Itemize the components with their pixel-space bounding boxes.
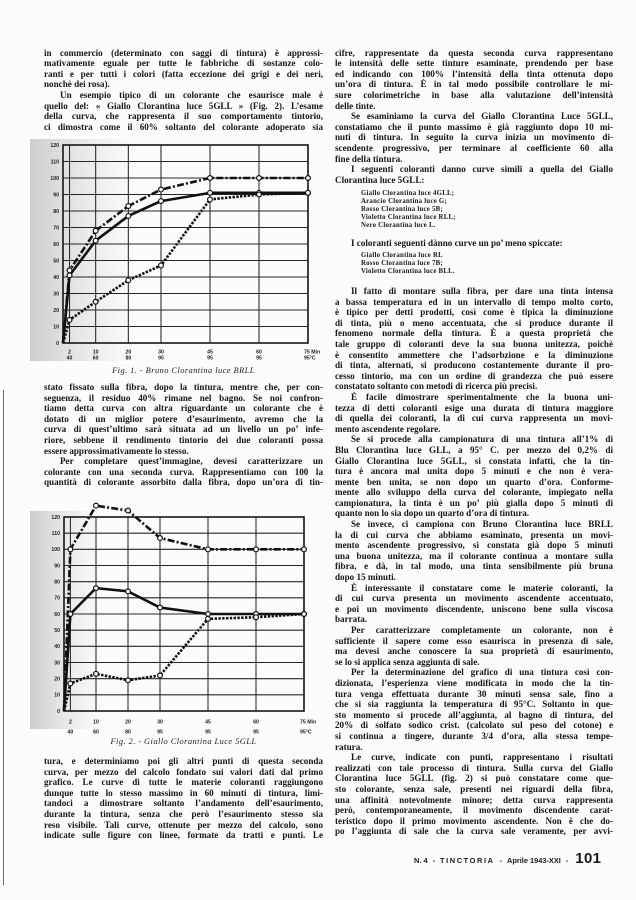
left-column-text-middle — [44, 382, 323, 488]
footer-separator: - — [565, 856, 569, 865]
text-line: dopo 15 minuti. — [335, 572, 396, 583]
paragraph — [335, 392, 613, 434]
paragraph — [44, 382, 323, 456]
text-line: teristico dopo il primo movimento ascendente. Non è che do- — [335, 815, 613, 826]
paragraph — [335, 434, 613, 519]
text-line: Se si procede alla campionatura di una tintura all’1% di — [351, 434, 613, 445]
text-line: un’ora di tintura. È in tal modo possibile controllare le mi- — [335, 79, 613, 90]
text-line: colorante con una seconda curva. Rappresentiamo con 100 la — [44, 466, 323, 477]
data-point-marker — [306, 176, 311, 181]
x-tick-label-minutes: 45 — [205, 719, 211, 726]
text-line: fine della tintura. — [335, 153, 403, 164]
text-line: indicate sulle figure con linee, formate da tratti e punti. Le — [44, 830, 323, 841]
text-line: quello del: « Giallo Clorantina luce 5GLL » (Fig. 2). L’esame — [44, 100, 323, 111]
x-tick-label-temperature: 95 — [157, 729, 163, 736]
data-point-marker — [206, 616, 211, 621]
x-tick-label-minutes: 60 — [256, 349, 262, 356]
text-line: tura è ancora mal unita dopo 5 minuti e che non è vera- — [335, 466, 613, 477]
text-line: 20% di solfato sodico crist. (calcolato sul peso del cotone) e — [335, 720, 613, 731]
text-line: Per completare quest’immagine, devesi caratterizzare un — [60, 456, 323, 467]
text-line: grafico. Le curve di tutte le materie coloranti raggiungono — [44, 777, 323, 788]
footer-issue: N. 4 — [414, 856, 428, 865]
text-line: ranti e per tutti i colori (fatta eccezione dei grigi e dei neri, — [44, 68, 323, 79]
text-line: è consentito ammettere che l’adsorbzione e la diminuzione — [335, 349, 613, 360]
data-point-marker — [302, 547, 307, 552]
y-tick-label: 90 — [53, 192, 59, 199]
text-line: quanto non lo sia dopo un quarto d’ora di tintura. — [335, 508, 530, 519]
paragraph — [335, 164, 613, 185]
data-point-marker — [158, 673, 163, 678]
data-point-marker — [158, 605, 163, 610]
text-line: però, contemporaneamente, il movimento discendente carat- — [335, 805, 613, 816]
y-tick-label: 40 — [53, 274, 59, 281]
data-point-marker — [208, 197, 213, 202]
text-line: la di cui curva che abbiamo esaminato, presenta un movi- — [335, 529, 613, 540]
text-line: tandoci a dimostrare soltanto l’andamento dell’esaurimento, — [44, 798, 323, 809]
left-column-text-bottom — [44, 756, 323, 841]
x-tick-label-temperature: 80 — [125, 355, 132, 362]
footer-date: Aprile 1943-XXI — [507, 856, 561, 865]
data-point-marker — [126, 678, 131, 683]
y-tick-label: 100 — [51, 547, 60, 554]
paragraph — [335, 583, 613, 625]
y-tick-label: 60 — [54, 611, 60, 618]
data-point-marker — [208, 176, 213, 181]
x-tick-label-temperature: 95 — [256, 355, 262, 362]
data-point-marker — [206, 612, 211, 617]
text-line: cifre, rappresentate da questa seconda curva rappresentano — [335, 47, 613, 58]
text-line: ratura. — [335, 741, 363, 752]
y-tick-label: 10 — [53, 324, 59, 331]
y-tick-label: 10 — [54, 692, 60, 699]
data-point-marker — [67, 318, 72, 323]
text-line: stato fissato sulla fibra, dopo la tintura, mentre che, per con- — [44, 382, 323, 392]
paragraph — [335, 286, 613, 392]
text-line: Giallo Clorantina luce 5GLL, si constata infatti, che la tin- — [335, 455, 613, 466]
dye-list-item: Violetto Clorantina luce RLL; — [361, 214, 456, 222]
text-line: di tinta, più o meno accentuata, che si produce durante il — [335, 317, 613, 328]
text-line: quantità di colorante assorbito dalla fibra, dopo un’ora di tin- — [44, 477, 323, 488]
x-tick-label-temperature: 60 — [92, 355, 99, 362]
text-line: nonchè dei rosa). — [44, 79, 110, 90]
data-point-marker — [158, 536, 163, 541]
text-line: Il fatto di montare sulla fibra, per dare una tinta intensa — [351, 286, 613, 296]
text-line: Per la determinazione del grafico di una tintura così con- — [351, 667, 613, 678]
paragraph — [335, 111, 613, 164]
text-line: mento ascendente regolare. — [335, 423, 441, 434]
text-line: Se invece, ci campiona con Bruno Clorantina luce BRLL — [351, 519, 613, 530]
x-tick-label-minutes: 75 Min — [300, 719, 317, 726]
paragraph — [335, 667, 613, 752]
text-line: constatiamo che il punto massimo è già raggiunto dopo 10 mi- — [335, 121, 613, 132]
text-line: sto momento si procede all’aggiunta, al bagno di tintura, del — [335, 709, 613, 720]
y-tick-label: 40 — [54, 644, 60, 651]
text-line: dunque tutte lo stesso massimo in 60 minuti di tintura, limi- — [44, 787, 323, 798]
text-line: Per caratterizzare completamente un colorante, non è — [351, 625, 613, 635]
data-point-marker — [68, 612, 73, 617]
x-tick-label-minutes: 2 — [68, 719, 72, 726]
scan-shading — [30, 139, 140, 361]
text-line: ma devesi anche conoscere la sua proprietà di esaurimento, — [335, 646, 613, 657]
figure-1-chart — [30, 135, 320, 365]
text-line: Clorantina luce 5GLL: — [335, 174, 425, 185]
text-line: È facile dimostrare sperimentalmente che la buona uni- — [351, 391, 613, 402]
text-line: tiamo detta curva con altra riguardante un colorante che è — [44, 403, 323, 414]
text-line: Blu Clorantina luce GLL, a 95° C. per mezzo del 0,2% di — [335, 444, 613, 455]
x-tick-label-temperature: 40 — [67, 729, 74, 736]
y-tick-label: 0 — [57, 708, 60, 715]
text-line: tura, e determiniamo poi gli altri punti di questa seconda — [44, 756, 323, 766]
data-point-marker — [254, 547, 259, 552]
data-point-marker — [302, 612, 307, 617]
text-line: dotato di un miglior potere d’esaurimento, avremo che la — [44, 413, 323, 424]
text-line: tezza di detti coloranti esige una durata di tintura maggiore — [335, 402, 613, 413]
data-point-marker — [254, 615, 259, 620]
text-line: po l’aggiunta di sale che la curva sale veramente, per avvi- — [335, 826, 613, 837]
text-line: e poi un movimento discendente, uniscono bene sulla viscosa — [335, 603, 613, 614]
text-line: mento ascendente progressivo, si constata già dopo 5 minuti — [335, 540, 613, 551]
x-tick-label-temperature: 95 — [207, 355, 213, 362]
right-column-text — [335, 48, 613, 837]
text-line: Le curve, indicate con punti, rappresentano i risultati — [351, 752, 613, 763]
figure-2 — [30, 495, 320, 743]
x-tick-label-temperature: 95 — [205, 729, 211, 736]
text-line: È interessante il constatare come le materie coloranti, la — [351, 582, 613, 593]
text-line: Clorantina luce 5GLL (fig. 2) si può constatare come que- — [335, 773, 613, 784]
y-tick-label: 120 — [51, 514, 60, 521]
text-line: mente ben unita, se non dopo un quarto d’ora. Conforme- — [335, 476, 613, 487]
x-tick-label-minutes: 2 — [68, 349, 71, 356]
text-line: curva, per mezzo del calcolo fondato sui valori dati dal primo — [44, 766, 323, 777]
x-tick-label-temperature: 95°C — [300, 729, 312, 736]
text-line: dizionata, l’esperienza viene modificata in modo che la tin- — [335, 677, 613, 688]
y-tick-label: 120 — [50, 142, 59, 149]
footer-separator: - — [499, 856, 502, 865]
text-line: sufficiente il sapere come esso esaurisca in presenza di sale, — [335, 635, 613, 646]
x-tick-label-minutes: 75 Min — [304, 349, 321, 356]
paragraph — [335, 238, 613, 249]
text-line: reso visibile. Tali curve, ottenute per mezzo del calcolo, sono — [44, 819, 323, 830]
text-line: scendente progressivo, per terminare al coefficiente 60 alla — [335, 143, 613, 154]
y-tick-label: 50 — [54, 627, 60, 634]
data-point-marker — [159, 199, 164, 204]
text-line: mativamente eguale per tutte le fabbriche di sostanze colo- — [44, 58, 323, 69]
x-tick-label-temperature: 40 — [66, 355, 73, 362]
data-point-marker — [68, 547, 73, 552]
footer-journal-name: TINCTORIA — [440, 856, 495, 865]
paragraph — [44, 756, 323, 841]
text-line: campionatura, la tinta è un po’ più gialla dopo 5 minuti di — [335, 497, 613, 508]
text-line: di tinta, alternati, si producono costantemente durante il pro- — [335, 360, 613, 371]
text-line: essere approssimativamente lo stesso. — [44, 445, 189, 456]
text-line: I coloranti seguenti dànno curve un po’ meno spiccate: — [351, 238, 563, 249]
text-line: si continua a tingere, durante 3/4 d’ora, alla stessa tempe- — [335, 730, 613, 741]
text-line: seguenza, il residuo 40% rimane nel bagno. Se noi confron- — [44, 392, 323, 403]
x-tick-label-minutes: 20 — [125, 719, 131, 726]
y-tick-label: 20 — [53, 307, 59, 314]
paragraph — [335, 48, 613, 112]
text-line: I seguenti coloranti danno curve simili a quella del Giallo — [351, 164, 613, 175]
dye-list-item: Arancio Clorantina luce G; — [361, 198, 447, 206]
x-tick-label-temperature: 95 — [158, 355, 164, 362]
data-point-marker — [257, 192, 262, 197]
text-line: curva di quest’ultimo sarà situata ad un livello un po’ infe- — [44, 424, 323, 435]
paragraph — [335, 752, 613, 837]
text-line: nuti di tintura. In seguito la curva inizia un movimento di- — [335, 132, 613, 143]
y-tick-label: 80 — [53, 208, 59, 215]
text-line: di cui curva presenta un movimento ascendente accentuato, — [335, 593, 613, 604]
scan-edge-line — [3, 390, 4, 885]
page-footer — [414, 850, 601, 866]
x-tick-label-minutes: 45 — [207, 349, 213, 356]
text-line: barrata. — [335, 614, 368, 625]
text-line: fenomeno normale della tintura. È a questa proprietà che — [335, 328, 613, 339]
text-line: delle tinte. — [335, 100, 376, 111]
text-line: ed indicando con 100% l’intensità della tinta ottenuta dopo — [335, 68, 613, 79]
figure-1-caption: Fig. 1. - Bruno Clorantina luce BRLL — [112, 366, 255, 375]
dye-list-item: Giallo Clorantina luce RL — [361, 252, 443, 259]
x-tick-label-minutes: 60 — [253, 719, 259, 726]
text-line: ci dimostra come il 60% soltanto del colorante adoperato sia — [44, 121, 323, 132]
text-line: di quella dei coloranti, la di cui curva rappresenta un movi- — [335, 413, 613, 424]
y-tick-label: 0 — [56, 340, 59, 347]
text-line: le intensità delle sette tinture esaminate, prendendo per base — [335, 58, 613, 69]
data-point-marker — [126, 278, 131, 283]
y-tick-label: 60 — [53, 241, 59, 248]
text-line: fibra, e dà, in tal modo, una tinta sensibilmente più bruna — [335, 561, 613, 572]
data-point-marker — [159, 187, 164, 192]
dye-list-item: Rosso Clorantina luce 5B; — [361, 206, 443, 214]
dye-list-item: Violetto Clorantina luce BLL. — [361, 268, 455, 275]
y-tick-label: 90 — [54, 563, 60, 570]
data-point-marker — [126, 589, 131, 594]
data-point-marker — [126, 214, 131, 219]
y-tick-label: 110 — [51, 530, 60, 537]
x-tick-label-minutes: 10 — [92, 349, 99, 356]
data-point-marker — [67, 268, 72, 273]
y-tick-label: 30 — [53, 291, 59, 298]
dye-list-item: Rosso Clorantina luce 7B; — [361, 260, 443, 267]
text-line: è tipico per detti prodotti, così come è tipica la diminuzione — [335, 307, 613, 318]
paragraph — [335, 519, 613, 583]
figure-2-caption: Fig. 2. - Giallo Clorantina Luce 5GLL — [110, 737, 257, 746]
text-line: tale gruppo di coloranti deve la sua buona unitezza, poichè — [335, 338, 613, 349]
text-line: realizzati con tale processo di tintura. Sulla curva del Giallo — [335, 762, 613, 773]
data-point-marker — [126, 508, 131, 513]
y-tick-label: 100 — [50, 175, 59, 182]
text-line: sure colorimetriche in base alla valutazione dell’intensità — [335, 90, 613, 101]
paragraph — [44, 48, 323, 90]
data-point-marker — [93, 228, 98, 233]
paragraph — [335, 625, 613, 667]
dye-list — [361, 252, 613, 276]
text-line: in commercio (determinato con saggi di tintura) è approssi- — [44, 47, 323, 58]
y-tick-label: 80 — [54, 579, 60, 586]
text-line: della curva, che rappresenta il suo comportamento tintorio, — [44, 111, 323, 122]
y-tick-label: 110 — [50, 159, 59, 166]
text-line: a bassa temperatura ed in un intervallo di tempo molto corto, — [335, 296, 613, 307]
data-point-marker — [208, 190, 213, 195]
data-point-marker — [257, 176, 262, 181]
data-point-marker — [94, 586, 99, 591]
text-line: cesso tintorio, ma con un ordine di grandezza che può essere — [335, 370, 613, 381]
data-point-marker — [94, 671, 99, 676]
x-tick-label-temperature: 95 — [253, 729, 259, 736]
left-column-text-top — [44, 48, 323, 133]
dye-list — [361, 190, 613, 230]
footer-separator: - — [432, 856, 436, 865]
dye-list-item: Giallo Clorantina luce 4GLL; — [361, 190, 455, 198]
x-tick-label-minutes: 10 — [93, 719, 99, 726]
y-tick-label: 70 — [53, 225, 59, 232]
text-line: constatato soltanto con metodi di ricerca più precisi. — [335, 381, 538, 392]
page-number: 101 — [575, 850, 602, 867]
text-line: Se esaminiamo la curva del Giallo Clorantina Luce 5GLL, — [351, 111, 613, 122]
paragraph — [44, 456, 323, 488]
figure-1 — [30, 135, 320, 365]
paragraph — [44, 90, 323, 132]
text-line: durante la tintura, senza che però l’esaurimento stesso sia — [44, 808, 323, 819]
text-line: sto colorante, senza sale, presenti nei riguardi della fibra, — [335, 783, 613, 794]
text-line: tura venga effettuata durante 30 minuti sensa sale, fino a — [335, 688, 613, 699]
data-point-marker — [206, 547, 211, 552]
x-tick-label-minutes: 30 — [157, 719, 163, 726]
text-line: mente allo sviluppo della curva del colorante, impiegato nella — [335, 487, 613, 498]
data-point-marker — [93, 299, 98, 304]
data-point-marker — [94, 503, 99, 508]
dye-list-item: Nero Clorantina luce L. — [361, 222, 436, 230]
text-line: una affinità notevolmente minore; detta curva rappresenta — [335, 794, 613, 805]
y-tick-label: 70 — [54, 595, 60, 602]
x-tick-label-temperature: 80 — [125, 729, 131, 736]
data-point-marker — [67, 273, 72, 278]
x-tick-label-minutes: 30 — [158, 349, 164, 356]
text-line: se lo si applica senza aggiunta di sale. — [335, 656, 480, 667]
y-tick-label: 20 — [54, 676, 60, 683]
figure-2-chart — [30, 495, 320, 743]
text-line: una buona unitezza, ma il colorante continua a montare sulla — [335, 550, 613, 561]
text-line: riore, sebbene il rendimento tintorio dei due coloranti possa — [44, 434, 323, 445]
data-point-marker — [126, 204, 131, 209]
y-tick-label: 50 — [53, 258, 59, 265]
data-point-marker — [93, 238, 98, 243]
data-point-marker — [68, 681, 73, 686]
y-tick-label: 30 — [54, 660, 60, 667]
x-tick-label-temperature: 95°C — [304, 355, 316, 362]
x-tick-label-minutes: 20 — [125, 349, 132, 356]
text-line: Un esempio tipico di un colorante che esaurisce male è — [60, 90, 323, 101]
text-line: che si sia raggiunta la temperatura di 95°C. Soltanto in que- — [335, 699, 613, 710]
data-point-marker — [159, 263, 164, 268]
data-point-marker — [306, 190, 311, 195]
x-tick-label-temperature: 60 — [93, 729, 99, 736]
